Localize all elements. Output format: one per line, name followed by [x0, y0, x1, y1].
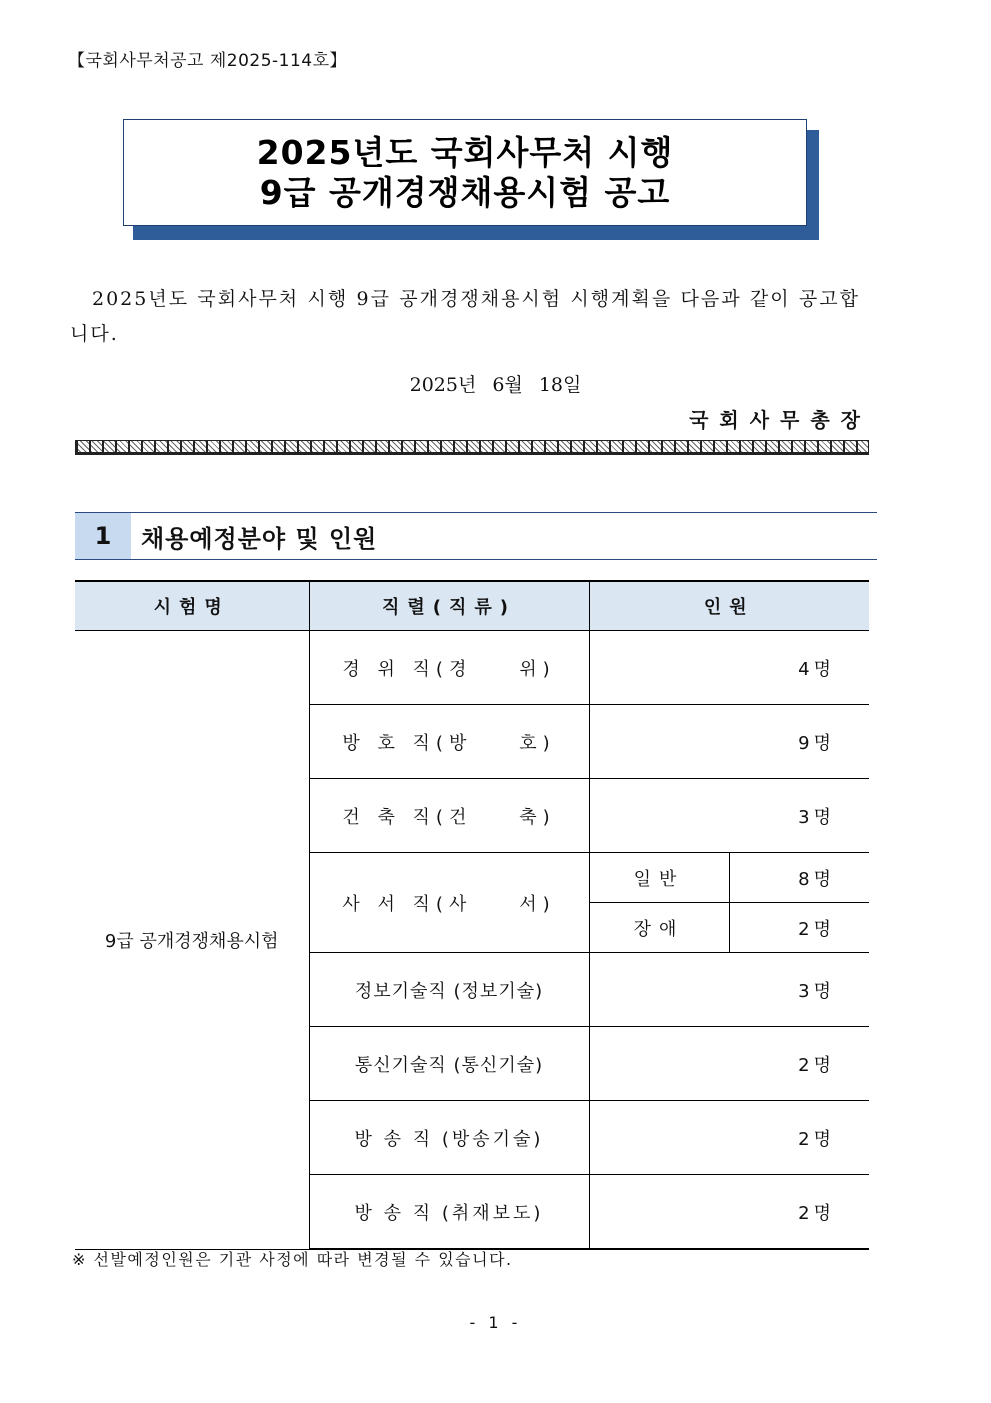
count-cell: 2명	[589, 1101, 869, 1175]
notice-number: 【국회사무처공고 제2025-114호】	[68, 51, 348, 71]
count-cell: 2명	[589, 1027, 869, 1101]
subtype-cell: 일반	[589, 853, 729, 903]
job-cell: 건 축 직(건 축)	[309, 779, 589, 853]
table-row	[75, 631, 869, 705]
count-cell: 3명	[589, 953, 869, 1027]
section-title: 채용예정분야 및 인원	[141, 524, 378, 553]
job-cell: 방 송 직 (취재보도)	[309, 1175, 589, 1250]
job-cell: 정보기술직 (정보기술)	[309, 953, 589, 1027]
footnote: ※ 선발예정인원은 기관 사정에 따라 변경될 수 있습니다.	[72, 1250, 513, 1269]
title-line-1: 2025년도 국회사무처 시행	[256, 132, 674, 172]
title-box	[123, 119, 807, 226]
recruitment-table	[75, 580, 869, 1250]
subtype-cell: 장애	[589, 903, 729, 953]
job-cell: 방 호 직(방 호)	[309, 705, 589, 779]
title-line-2: 9급 공개경쟁채용시험 공고	[259, 172, 671, 212]
decorative-divider	[75, 440, 869, 455]
job-cell: 경 위 직(경 위)	[309, 631, 589, 705]
job-cell: 방 송 직 (방송기술)	[309, 1101, 589, 1175]
job-cell: 사 서 직(사 서)	[309, 853, 589, 953]
section-number: 1	[75, 513, 131, 559]
section-heading	[75, 512, 877, 560]
count-cell: 3명	[589, 779, 869, 853]
signer: 국회사무총장	[689, 408, 871, 432]
header-exam-name: 시험명	[75, 581, 309, 631]
announcement-date: 2025년 6월 18일	[409, 374, 582, 396]
count-cell: 2명	[589, 1175, 869, 1250]
page-number: - 1 -	[469, 1313, 522, 1332]
exam-name-cell: 9급 공개경쟁채용시험	[75, 631, 309, 1250]
header-headcount: 인원	[589, 581, 869, 631]
count-cell: 4명	[589, 631, 869, 705]
count-cell: 9명	[589, 705, 869, 779]
job-cell: 통신기술직 (통신기술)	[309, 1027, 589, 1101]
count-cell: 8명	[729, 853, 869, 903]
count-cell: 2명	[729, 903, 869, 953]
header-job-series: 직렬(직류)	[309, 581, 589, 631]
intro-paragraph: 2025년도 국회사무처 시행 9급 공개경쟁채용시험 시행계획을 다음과 같이 공고합니다.	[70, 288, 860, 345]
